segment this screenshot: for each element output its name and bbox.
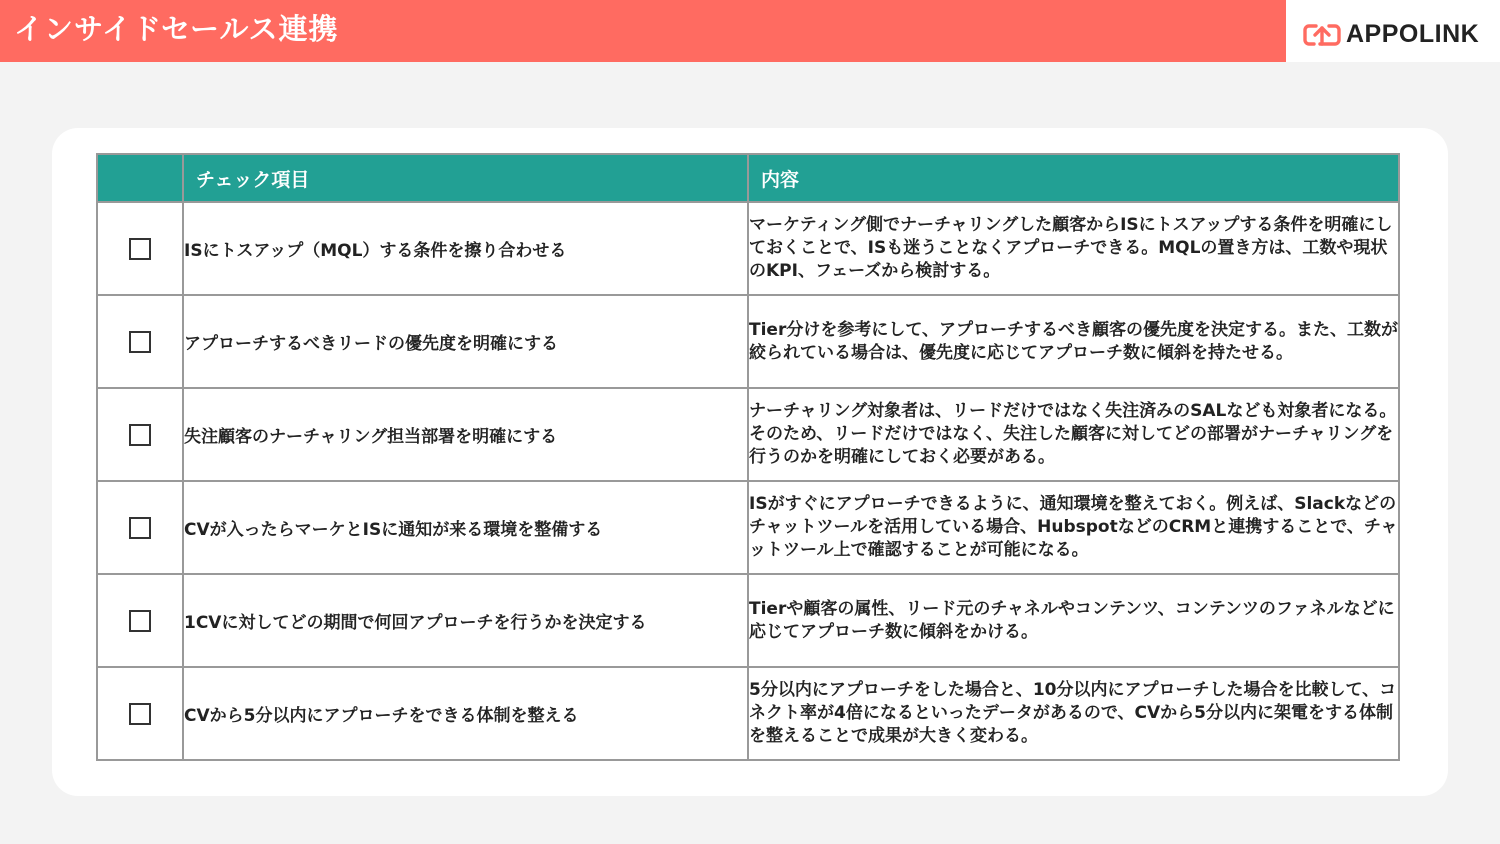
checkbox[interactable]	[129, 610, 151, 632]
table-row	[97, 388, 1399, 481]
column-header-check	[97, 154, 183, 202]
item-description: マーケティング側でナーチャリングした顧客からISにトスアップする条件を明確にしておくことで、ISも迷うことなくアプローチできる。MQLの置き方は、工数や現状のKPI、フェーズから検討する。	[748, 202, 1399, 295]
appolink-logo-icon	[1302, 22, 1342, 48]
column-header-item: チェック項目	[183, 154, 748, 202]
check-item: ISにトスアップ（MQL）する条件を擦り合わせる	[183, 202, 748, 295]
check-item: CVが入ったらマーケとISに通知が来る環境を整備する	[183, 481, 748, 574]
checkbox-cell	[97, 574, 183, 667]
checkbox-cell	[97, 481, 183, 574]
check-item: CVから5分以内にアプローチをできる体制を整える	[183, 667, 748, 760]
item-description: ISがすぐにアプローチできるように、通知環境を整えておく。例えば、Slackなどのチャットツールを活用している場合、HubspotなどのCRMと連携することで、チャットツール上で確認することが可能になる。	[748, 481, 1399, 574]
page-title: インサイドセールス連携	[14, 12, 339, 46]
table-row	[97, 574, 1399, 667]
table-row	[97, 202, 1399, 295]
table-row	[97, 667, 1399, 760]
table-row	[97, 481, 1399, 574]
checkbox[interactable]	[129, 331, 151, 353]
check-item: 失注顧客のナーチャリング担当部署を明確にする	[183, 388, 748, 481]
brand-name: APPOLINK	[1346, 20, 1480, 48]
item-description: Tier分けを参考にして、アプローチするべき顧客の優先度を決定する。また、工数が絞られている場合は、優先度に応じてアプローチ数に傾斜を持たせる。	[748, 295, 1399, 388]
checkbox-cell	[97, 295, 183, 388]
header-bar	[0, 0, 1286, 62]
item-description: Tierや顧客の属性、リード元のチャネルやコンテンツ、コンテンツのファネルなどに応じてアプローチ数に傾斜をかける。	[748, 574, 1399, 667]
table-row	[97, 295, 1399, 388]
checkbox[interactable]	[129, 517, 151, 539]
check-item: アプローチするべきリードの優先度を明確にする	[183, 295, 748, 388]
check-item: 1CVに対してどの期間で何回アプローチを行うかを決定する	[183, 574, 748, 667]
checkbox-cell	[97, 388, 183, 481]
item-description: 5分以内にアプローチをした場合と、10分以内にアプローチした場合を比較して、コネクト率が4倍になるといったデータがあるので、CVから5分以内に架電をする体制を整えることで成果が大きく変わる。	[748, 667, 1399, 760]
checkbox[interactable]	[129, 238, 151, 260]
checkbox-cell	[97, 202, 183, 295]
checkbox[interactable]	[129, 703, 151, 725]
brand-area	[1286, 0, 1500, 62]
checkbox-cell	[97, 667, 183, 760]
checklist-table	[96, 153, 1400, 761]
table-header-row	[97, 154, 1399, 202]
item-description: ナーチャリング対象者は、リードだけではなく失注済みのSALなども対象者になる。そのため、リードだけではなく、失注した顧客に対してどの部署がナーチャリングを行うのかを明確にしておく必要がある。	[748, 388, 1399, 481]
column-header-description: 内容	[748, 154, 1399, 202]
checkbox[interactable]	[129, 424, 151, 446]
